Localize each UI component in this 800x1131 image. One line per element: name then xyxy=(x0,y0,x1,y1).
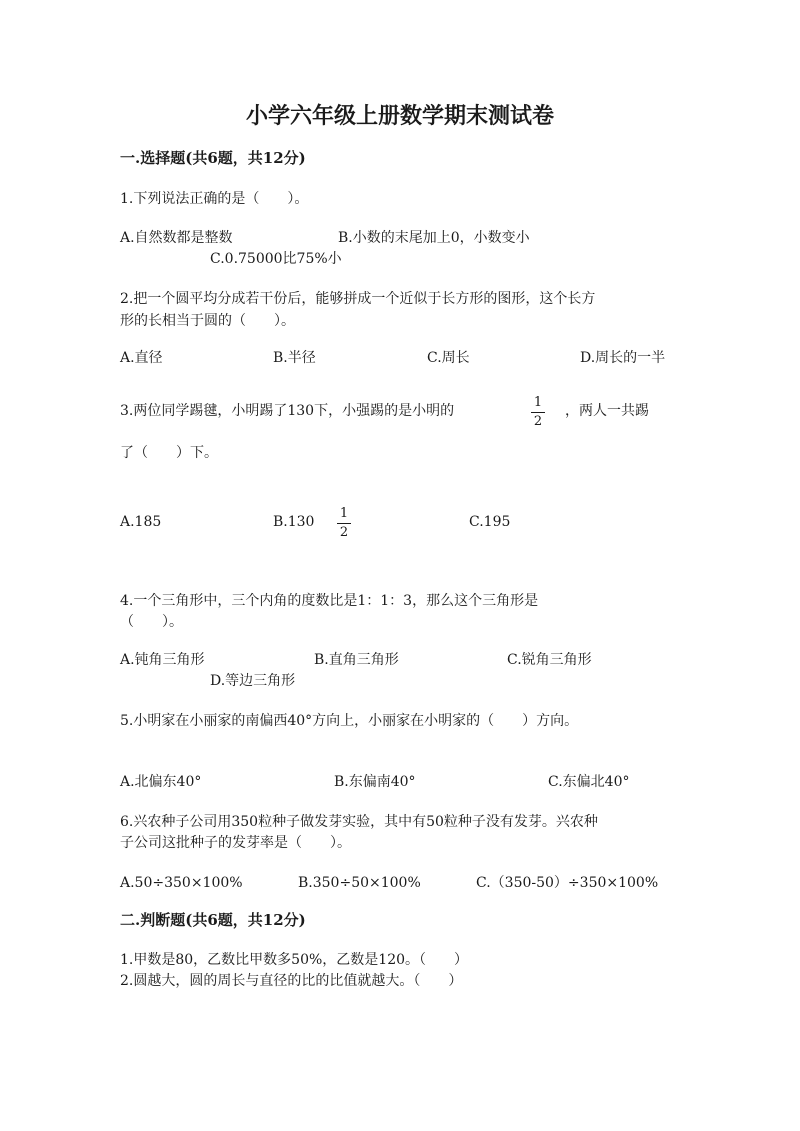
question-3-option-c: C.195 xyxy=(469,514,511,530)
question-4-option-a: A.钝角三角形 xyxy=(120,652,205,668)
question-6-option-b: B.350÷50×100% xyxy=(298,875,421,891)
question-3-stem-part2: ，两人一共踢 xyxy=(565,403,649,419)
question-2-option-b: B.半径 xyxy=(273,350,316,366)
fraction-numerator: 1 xyxy=(339,506,349,521)
question-5-option-b: B.东偏南40° xyxy=(334,774,416,790)
fraction-numerator: 1 xyxy=(533,395,543,410)
judgment-question-2: 2.圆越大，圆的周长与直径的比的比值就越大。（ ） xyxy=(120,973,463,989)
question-6-option-a: A.50÷350×100% xyxy=(120,875,243,891)
question-4-stem-line2: （ ）。 xyxy=(120,614,183,630)
fraction-bar xyxy=(531,412,545,413)
question-2-stem-line1: 2.把一个圆平均分成若干份后，能够拼成一个近似于长方形的图形，这个长方 xyxy=(120,291,596,307)
question-2-option-a: A.直径 xyxy=(120,350,163,366)
question-6-option-c: C.（350-50）÷350×100% xyxy=(476,875,659,891)
question-4-option-b: B.直角三角形 xyxy=(314,652,399,668)
question-2-stem-line2: 形的长相当于圆的（ ）。 xyxy=(120,313,295,329)
page-title: 小学六年级上册数学期末测试卷 xyxy=(245,103,554,129)
section-heading-judgment: 二.判断题(共6题，共12分) xyxy=(120,911,306,929)
question-6-stem-line2: 子公司这批种子的发芽率是（ ）。 xyxy=(120,835,351,851)
question-1-option-b: B.小数的末尾加上0，小数变小 xyxy=(338,230,530,246)
question-3-stem-line2: 了（ ）下。 xyxy=(120,445,218,461)
fraction-bar xyxy=(337,523,351,524)
question-5-option-a: A.北偏东40° xyxy=(120,774,202,790)
question-3-option-b-fraction xyxy=(336,507,352,540)
question-3-stem-part1: 3.两位同学踢毽，小明踢了130下，小强踢的是小明的 xyxy=(120,403,455,419)
question-1-stem: 1.下列说法正确的是（ ）。 xyxy=(120,191,309,207)
question-3-fraction xyxy=(530,396,546,429)
section-heading-choice: 一.选择题(共6题，共12分) xyxy=(120,149,306,167)
question-1-option-a: A.自然数都是整数 xyxy=(120,230,233,246)
question-3-option-b: B.130 xyxy=(273,514,315,530)
question-4-stem-line1: 4.一个三角形中，三个内角的度数比是1：1：3，那么这个三角形是 xyxy=(120,593,539,609)
fraction-denominator: 2 xyxy=(339,525,349,540)
question-2-option-d: D.周长的一半 xyxy=(580,350,666,366)
question-5-option-c: C.东偏北40° xyxy=(548,774,630,790)
question-4-option-c: C.锐角三角形 xyxy=(507,652,592,668)
judgment-question-1: 1.甲数是80，乙数比甲数多50%，乙数是120。（ ） xyxy=(120,952,469,968)
question-4-option-d: D.等边三角形 xyxy=(210,673,296,689)
question-6-stem-line1: 6.兴农种子公司用350粒种子做发芽实验，其中有50粒种子没有发芽。兴农种 xyxy=(120,814,598,830)
question-2-option-c: C.周长 xyxy=(427,350,470,366)
fraction-denominator: 2 xyxy=(533,414,543,429)
question-5-stem: 5.小明家在小丽家的南偏西40°方向上，小丽家在小明家的（ ）方向。 xyxy=(120,713,579,729)
question-3-option-a: A.185 xyxy=(120,514,162,530)
question-1-option-c: C.0.75000比75%小 xyxy=(210,251,342,267)
